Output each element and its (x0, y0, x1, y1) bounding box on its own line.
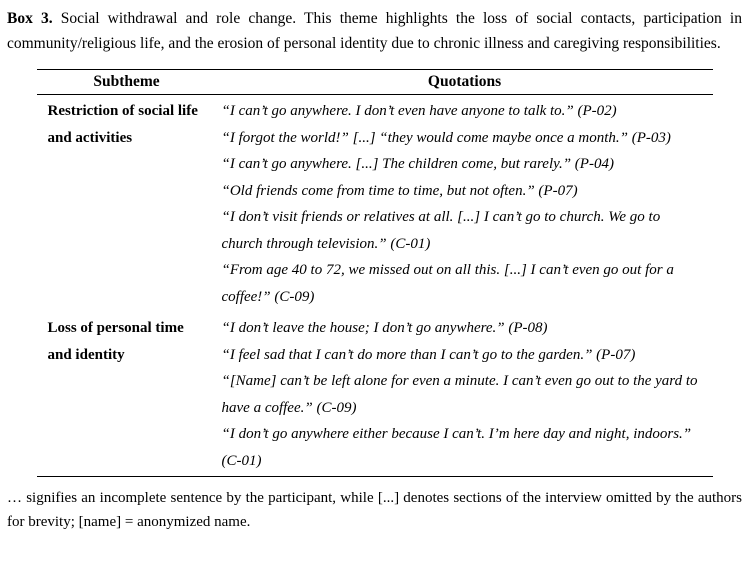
subtheme-cell: Restriction of social life and activities (47, 103, 198, 146)
quotation: “I don’t go anywhere either because I can’t. I’m here day and night, indoors.” (C-01) (221, 426, 692, 469)
quotations-cell (217, 312, 713, 477)
quotation: “Old friends come from time to time, but not often.” (P-07) (221, 182, 578, 199)
quotation: “I don’t visit friends or relatives at all. [...] I can’t go to church. We go to church through television.” (C-01) (221, 209, 661, 252)
subtheme-quotations-table (37, 69, 713, 477)
quotation: “I feel sad that I can’t do more than I can’t go to the garden.” (P-07) (221, 346, 636, 363)
quotation: “From age 40 to 72, we missed out on all this. [...] I can’t even go out for a coffee!” (C-09) (221, 262, 674, 305)
box-caption (7, 6, 742, 56)
quotation: “I can’t go anywhere. I don’t even have anyone to talk to.” (P-02) (221, 103, 617, 119)
table-row (37, 95, 713, 313)
column-header-subtheme: Subtheme (37, 70, 217, 95)
table-header-row (37, 70, 713, 95)
subtheme-cell: Loss of personal time and identity (47, 320, 184, 363)
quotation: “I forgot the world!” [...] “they would come maybe once a month.” (P-03) (221, 129, 671, 146)
box-caption-label: Box 3. (7, 10, 53, 27)
quotations-cell (217, 95, 713, 313)
quotation: “I can’t go anywhere. [...] The children come, but rarely.” (P-04) (221, 156, 614, 172)
quotation: “I don’t leave the house; I don’t go anywhere.” (P-08) (221, 320, 548, 336)
box-caption-text: Social withdrawal and role change. This theme highlights the loss of social contacts, participation in community/religious life, and the erosion of personal identity due to chronic illness and caregiving responsibilities. (7, 10, 742, 52)
table-row (37, 312, 713, 477)
quotation: “[Name] can’t be left alone for even a minute. I can’t even go out to the yard to have a coffee.” (C-09) (221, 373, 698, 416)
table-footnote: … signifies an incomplete sentence by the participant, while [...] denotes sections of the interview omitted by the authors for brevity; [name] = anonymized name. (7, 490, 742, 530)
table-body (37, 95, 713, 477)
column-header-quotations: Quotations (217, 70, 713, 95)
